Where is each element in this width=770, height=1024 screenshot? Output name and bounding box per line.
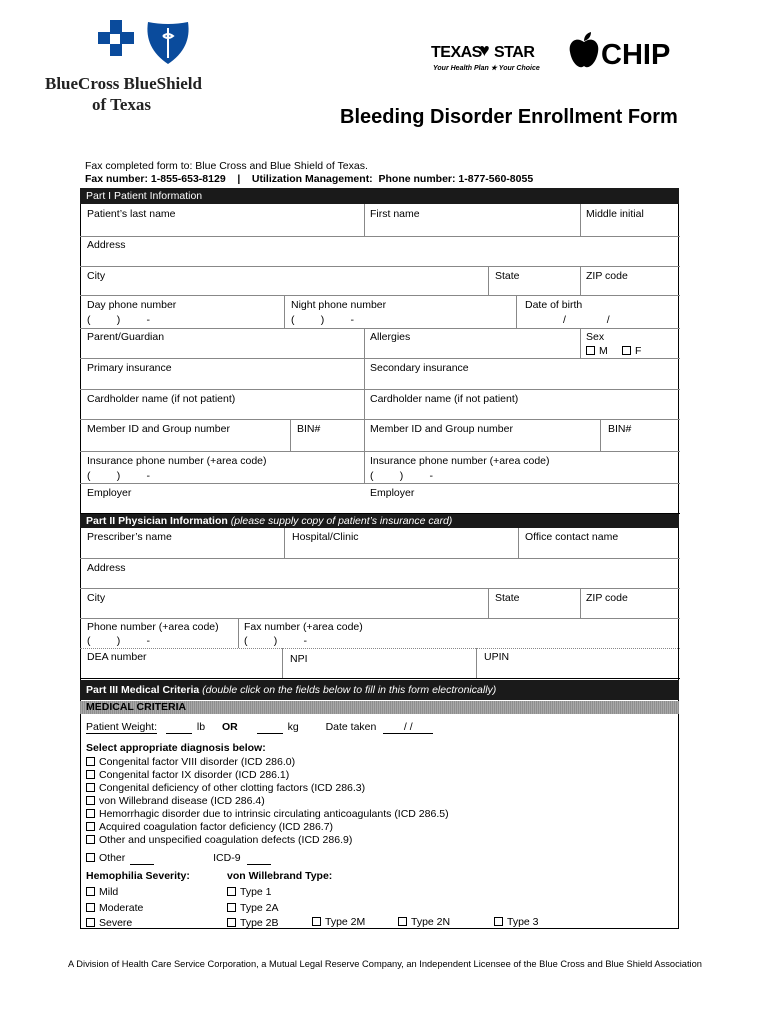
- diagnosis-checkbox[interactable]: [86, 809, 95, 818]
- first-name-field[interactable]: First name: [370, 208, 420, 220]
- divider: [600, 419, 601, 451]
- bin-field-1[interactable]: BIN#: [297, 423, 321, 435]
- physician-fax-field[interactable]: Fax number (+area code): [244, 621, 363, 633]
- insurance-phone-template-1: ( ) -: [87, 470, 150, 482]
- part3-header-note: (double click on the fields below to fill in this form electronically): [202, 684, 497, 696]
- severity-option[interactable]: [86, 885, 143, 901]
- icd9-label: ICD-9: [213, 852, 241, 864]
- divider: [364, 328, 365, 483]
- vwd-type-checkbox[interactable]: [494, 917, 503, 926]
- divider: [80, 419, 680, 420]
- dotted-divider: [80, 648, 680, 649]
- diagnosis-label: Hemorrhagic disorder due to intrinsic circulating anticoagulants (ICD 286.5): [99, 808, 449, 820]
- divider: [80, 295, 680, 296]
- physician-phone-template: ( ) -: [87, 635, 150, 647]
- vwd-type-checkbox[interactable]: [227, 918, 236, 927]
- part2-header-note: (please supply copy of patient’s insurance card): [230, 515, 453, 527]
- sex-f-label: F: [635, 345, 642, 357]
- upin-field[interactable]: UPIN: [484, 651, 510, 663]
- secondary-insurance-field[interactable]: Secondary insurance: [370, 362, 469, 374]
- patient-address-field[interactable]: Address: [87, 239, 126, 251]
- vwd-type-label: Type 2B: [240, 917, 279, 929]
- divider: [476, 648, 477, 678]
- sex-m-label: M: [599, 345, 608, 357]
- hospital-clinic-field[interactable]: Hospital/Clinic: [292, 531, 359, 543]
- diagnosis-option[interactable]: [86, 782, 449, 795]
- divider: [80, 451, 680, 452]
- diagnosis-list: [86, 756, 449, 847]
- bcbs-name: BlueCross BlueShield: [45, 74, 202, 93]
- divider: [238, 618, 239, 648]
- divider: [580, 328, 581, 358]
- vwd-type-list: [227, 885, 279, 932]
- chip-wordmark: CHIP: [601, 39, 671, 71]
- weight-lb-input[interactable]: [166, 721, 192, 734]
- texas-star-word-b: STAR: [494, 44, 535, 61]
- divider: [80, 328, 680, 329]
- vwd-type-label: Type 2A: [240, 901, 279, 914]
- severity-checkbox[interactable]: [86, 887, 95, 896]
- prescriber-name-field[interactable]: Prescriber’s name: [87, 531, 172, 543]
- diagnosis-label: von Willebrand disease (ICD 286.4): [99, 795, 265, 807]
- allergies-field[interactable]: Allergies: [370, 331, 411, 343]
- member-id-field-2[interactable]: Member ID and Group number: [370, 423, 513, 435]
- diagnosis-checkbox[interactable]: [86, 835, 95, 844]
- divider: [80, 358, 680, 359]
- insurance-phone-field-1[interactable]: Insurance phone number (+area code): [87, 455, 267, 467]
- fax-intro: Fax completed form to: Blue Cross and Blue Shield of Texas.: [85, 160, 368, 172]
- divider: [80, 558, 680, 559]
- diagnosis-checkbox[interactable]: [86, 757, 95, 766]
- icd9-input[interactable]: [247, 852, 271, 865]
- diagnosis-option[interactable]: [86, 795, 449, 808]
- other-input[interactable]: [130, 852, 154, 865]
- divider: [80, 389, 680, 390]
- vwd-type-checkbox[interactable]: [227, 903, 236, 912]
- divider: [80, 483, 680, 484]
- divider: [80, 588, 680, 589]
- date-taken-label: Date taken: [325, 721, 377, 733]
- vwd-type-label: Type 3: [507, 916, 539, 928]
- vwd-type-checkbox[interactable]: [227, 887, 236, 896]
- diagnosis-label: Congenital deficiency of other clotting factors (ICD 286.3): [99, 782, 366, 794]
- patient-state-field[interactable]: State: [495, 270, 520, 282]
- cardholder-name-field-1[interactable]: Cardholder name (if not patient): [87, 393, 236, 405]
- divider: [580, 204, 581, 236]
- diagnosis-checkbox[interactable]: [86, 796, 95, 805]
- select-diagnosis-label: Select appropriate diagnosis below:: [86, 742, 266, 754]
- texas-star-word-a: TEXAS: [431, 44, 482, 61]
- severity-label: Severe: [99, 917, 133, 929]
- physician-phone-field[interactable]: Phone number (+area code): [87, 621, 219, 633]
- diagnosis-label: Congenital factor IX disorder (ICD 286.1): [99, 769, 290, 781]
- diagnosis-label: Congenital factor VIII disorder (ICD 286.0): [99, 756, 296, 768]
- dob-field[interactable]: Date of birth: [525, 299, 583, 311]
- divider: [488, 588, 489, 618]
- part3-header-label: Part III Medical Criteria: [86, 684, 200, 696]
- part2-header-label: Part II Physician Information: [86, 515, 228, 527]
- vwd-type-option[interactable]: [312, 916, 365, 928]
- patient-weight-label: Patient Weight:: [86, 721, 158, 733]
- vwd-type-option[interactable]: [227, 901, 279, 917]
- physician-city-field[interactable]: City: [87, 592, 106, 604]
- severity-checkbox[interactable]: [86, 903, 95, 912]
- sex-m-option[interactable]: [586, 345, 608, 357]
- diagnosis-label: Acquired coagulation factor deficiency (ICD 286.7): [99, 821, 334, 833]
- dob-template: / /: [563, 314, 610, 326]
- severity-checkbox[interactable]: [86, 918, 95, 927]
- divider: [488, 266, 489, 295]
- divider: [290, 419, 291, 451]
- vwd-type-label: Type 2M: [325, 916, 366, 928]
- part3-header: [80, 680, 679, 700]
- severity-label: Moderate: [99, 901, 144, 914]
- part2-header: [80, 514, 679, 528]
- severity-option[interactable]: [86, 901, 143, 917]
- form-title: Bleeding Disorder Enrollment Form: [340, 106, 678, 128]
- patient-last-name-field[interactable]: Patient’s last name: [87, 208, 176, 220]
- vwd-type-checkbox[interactable]: [398, 917, 407, 926]
- office-contact-field[interactable]: Office contact name: [525, 531, 619, 543]
- other-label: Other: [99, 852, 126, 864]
- physician-state-field[interactable]: State: [495, 592, 520, 604]
- divider: [80, 236, 680, 237]
- day-phone-template: ( ) -: [87, 314, 150, 326]
- dea-number-field[interactable]: DEA number: [87, 651, 147, 663]
- or-label: OR: [221, 721, 238, 733]
- severity-label: Mild: [99, 886, 119, 898]
- physician-fax-template: ( ) -: [244, 635, 307, 647]
- sex-label: Sex: [586, 331, 605, 343]
- medical-criteria-label: MEDICAL CRITERIA: [86, 701, 187, 713]
- bin-field-2[interactable]: BIN#: [608, 423, 632, 435]
- lb-unit: lb: [196, 721, 206, 733]
- texas-star-tagline: Your Health Plan ★ Your Choice: [433, 65, 540, 72]
- weight-row: [86, 721, 433, 734]
- insurance-phone-field-2[interactable]: Insurance phone number (+area code): [370, 455, 550, 467]
- vwd-type-option[interactable]: [227, 885, 279, 901]
- patient-zip-field[interactable]: ZIP code: [586, 270, 628, 282]
- vwd-type-label: Type 2N: [411, 916, 451, 928]
- sex-f-checkbox[interactable]: [622, 346, 631, 355]
- other-checkbox[interactable]: [86, 853, 95, 862]
- diagnosis-option[interactable]: [86, 821, 449, 834]
- member-id-field-1[interactable]: Member ID and Group number: [87, 423, 230, 435]
- diagnosis-option[interactable]: [86, 756, 449, 769]
- medical-criteria-subheader: [80, 701, 679, 714]
- heart-icon: ♥: [479, 40, 490, 60]
- divider: [282, 648, 283, 678]
- bcbs-cross-shield-icon: [88, 18, 228, 68]
- middle-initial-field[interactable]: Middle initial: [586, 208, 644, 220]
- divider: [284, 528, 285, 558]
- fax-numbers: Fax number: 1-855-653-8129 | Utilization Management: Phone number: 1-877-560-8055: [85, 173, 534, 185]
- diagnosis-label: Other and unspecified coagulation defects (ICD 286.9): [99, 834, 353, 846]
- night-phone-field[interactable]: Night phone number: [291, 299, 387, 311]
- physician-address-field[interactable]: Address: [87, 562, 126, 574]
- cardholder-name-field-2[interactable]: Cardholder name (if not patient): [370, 393, 519, 405]
- diagnosis-option[interactable]: [86, 834, 449, 847]
- divider: [580, 588, 581, 618]
- divider: [80, 618, 680, 619]
- divider: [284, 295, 285, 328]
- employer-field-2[interactable]: Employer: [370, 487, 415, 499]
- vwd-type-title: von Willebrand Type:: [227, 870, 333, 882]
- diagnosis-checkbox[interactable]: [86, 770, 95, 779]
- diagnosis-option[interactable]: [86, 808, 449, 821]
- sex-m-checkbox[interactable]: [586, 346, 595, 355]
- employer-field-1[interactable]: Employer: [87, 487, 132, 499]
- vwd-type-option[interactable]: [227, 916, 279, 932]
- parent-guardian-field[interactable]: Parent/Guardian: [87, 331, 165, 343]
- diagnosis-checkbox[interactable]: [86, 783, 95, 792]
- bcbs-region: of Texas: [92, 95, 152, 114]
- diagnosis-option[interactable]: [86, 769, 449, 782]
- severity-list: [86, 885, 143, 932]
- vwd-type-option[interactable]: [494, 916, 539, 928]
- divider: [364, 204, 365, 236]
- date-taken-input[interactable]: / /: [383, 721, 433, 734]
- insurance-phone-template-2: ( ) -: [370, 470, 433, 482]
- night-phone-template: ( ) -: [291, 314, 354, 326]
- divider: [516, 295, 517, 328]
- primary-insurance-field[interactable]: Primary insurance: [87, 362, 172, 374]
- vwd-type-checkbox[interactable]: [312, 917, 321, 926]
- divider: [518, 528, 519, 558]
- vwd-type-option[interactable]: [398, 916, 450, 928]
- part1-header-label: Part I Patient Information: [86, 190, 203, 202]
- severity-option[interactable]: [86, 916, 143, 932]
- diagnosis-checkbox[interactable]: [86, 822, 95, 831]
- sex-f-option[interactable]: [622, 345, 641, 357]
- vwd-type-label: Type 1: [240, 886, 272, 898]
- day-phone-field[interactable]: Day phone number: [87, 299, 177, 311]
- npi-field[interactable]: NPI: [290, 653, 308, 665]
- apple-icon: [568, 32, 600, 70]
- footer-text: A Division of Health Care Service Corporation, a Mutual Legal Reserve Company, an Independent Licensee of the Blue Cross and Blue Shield Association: [68, 959, 702, 969]
- part1-header: [80, 188, 679, 204]
- weight-kg-input[interactable]: [257, 721, 283, 734]
- divider: [580, 266, 581, 295]
- other-row: [86, 852, 271, 865]
- hemophilia-severity-title: Hemophilia Severity:: [86, 870, 190, 882]
- divider: [80, 678, 680, 679]
- patient-city-field[interactable]: City: [87, 270, 106, 282]
- physician-zip-field[interactable]: ZIP code: [586, 592, 628, 604]
- kg-unit: kg: [287, 721, 299, 733]
- divider: [80, 266, 680, 267]
